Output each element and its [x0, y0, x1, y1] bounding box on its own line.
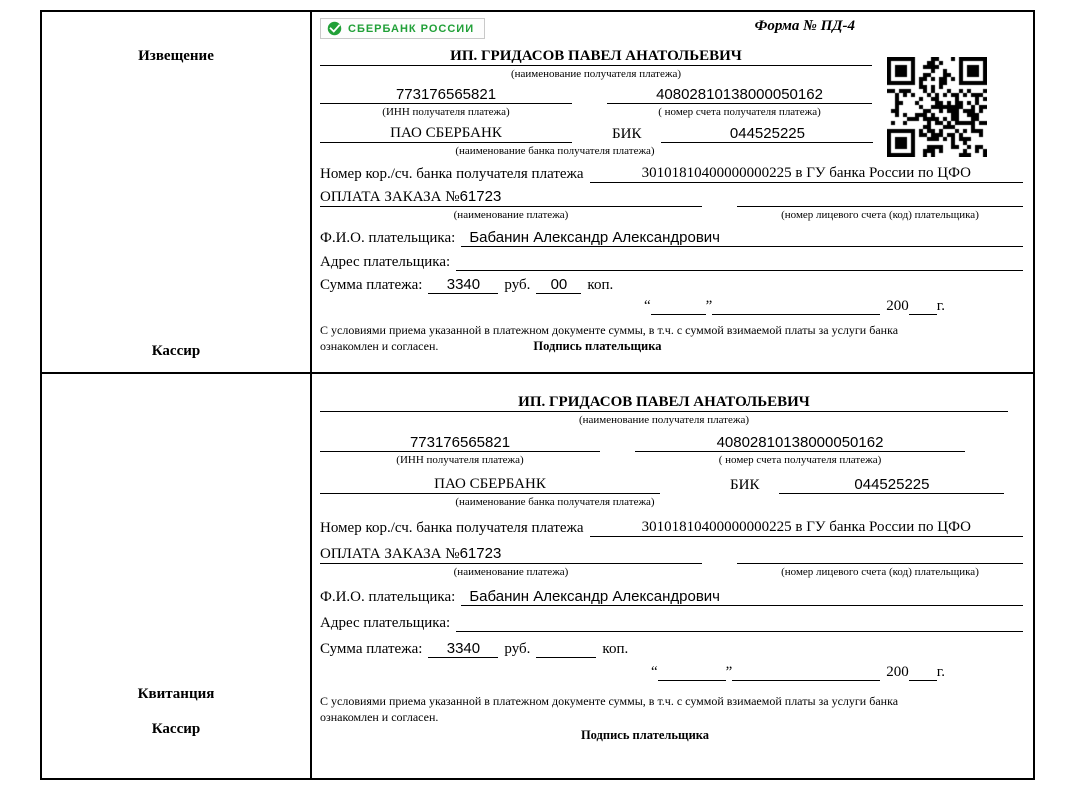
bik-value: 044525225 [779, 476, 1004, 494]
payment-label: ОПЛАТА ЗАКАЗА № [320, 546, 460, 562]
inn-account-row [320, 434, 1023, 452]
month-blank [732, 680, 880, 681]
bank-caption: (наименование банка получателя платежа) [455, 145, 655, 157]
payer-value: Бабанин Александр Александрович [461, 229, 1023, 247]
order-number: 61723 [459, 545, 502, 562]
quote-open: “ [643, 298, 651, 314]
sum-label: Сумма платежа: [320, 277, 423, 293]
corr-label: Номер кор./сч. банка получателя платежа [320, 520, 584, 536]
payment-name-line [320, 545, 702, 564]
payer-label: Ф.И.О. плательщика: [320, 589, 456, 605]
inn-caption: (ИНН получателя платежа) [396, 454, 524, 466]
agreement-line1: С условиями приема указанной в платежном документе суммы, в т.ч. с суммой взимаемой платы за услуги банка [320, 323, 899, 337]
year-blank [909, 680, 937, 681]
sberbank-logo-text: СБЕРБАНК РОССИИ [348, 22, 475, 35]
quote-close: ” [725, 664, 733, 680]
year-label: 200 [886, 298, 909, 314]
agreement-line2: ознакомлен и согласен. [320, 710, 439, 724]
receipt-body [312, 374, 1033, 778]
signature-label: Подпись плательщика [580, 728, 710, 742]
address-value [456, 631, 1023, 632]
bank-name: ПАО СБЕРБАНК [320, 476, 660, 494]
order-number: 61723 [459, 188, 502, 205]
account-caption: ( номер счета получателя платежа) [658, 106, 821, 118]
payment-caption: (наименование платежа) [453, 566, 569, 578]
inn-account-captions [320, 453, 1023, 467]
personal-account-caption: (номер лицевого счета (код) плательщика) [781, 209, 979, 221]
receipt-section-label: Квитанция [137, 686, 215, 702]
account-value: 40802810138000050162 [607, 86, 872, 104]
date-row [320, 298, 1023, 315]
payment-captions [320, 565, 1023, 579]
notice-cashier-label: Кассир [151, 343, 201, 359]
agreement-line2-row [320, 338, 970, 354]
sum-row [320, 276, 1023, 294]
bik-label: БИК [612, 126, 642, 142]
date-blank [651, 314, 706, 315]
payment-label: ОПЛАТА ЗАКАЗА № [320, 189, 460, 205]
notice-body [312, 12, 1033, 372]
address-label: Адрес плательщика: [320, 615, 451, 631]
receipt-section [42, 374, 1033, 778]
payment-name-row [320, 188, 1023, 207]
inn-value: 773176565821 [320, 434, 600, 452]
payment-name-line [320, 188, 702, 207]
corr-value: 30101810400000000225 в ГУ банка России по ЦФО [590, 165, 1023, 183]
notice-section [42, 12, 1033, 374]
notice-header [320, 18, 1023, 46]
corr-value: 30101810400000000225 в ГУ банка России по ЦФО [590, 519, 1023, 537]
signature-label: Подпись плательщика [533, 339, 662, 353]
address-row [320, 254, 1023, 271]
sum-rub-value: 3340 [428, 276, 498, 294]
payment-name-row [320, 545, 1023, 564]
receipt-cashier-label: Кассир [151, 721, 201, 737]
payment-caption: (наименование платежа) [453, 209, 569, 221]
kop-label: коп. [587, 277, 614, 293]
sum-kop-value [536, 657, 596, 658]
kop-label: коп. [602, 641, 629, 657]
bank-caption: (наименование банка получателя платежа) [455, 496, 655, 508]
account-caption: ( номер счета получателя платежа) [718, 454, 882, 466]
recipient-caption: (наименование получателя платежа) [510, 68, 682, 80]
year-blank [909, 314, 937, 315]
sum-row [320, 640, 1023, 658]
bank-name: ПАО СБЕРБАНК [320, 125, 572, 143]
payer-value: Бабанин Александр Александрович [461, 588, 1023, 606]
recipient-caption: (наименование получателя платежа) [578, 414, 750, 426]
recipient-name: ИП. ГРИДАСОВ ПАВЕЛ АНАТОЛЬЕВИЧ [450, 48, 742, 64]
personal-account-caption: (номер лицевого счета (код) плательщика) [781, 566, 979, 578]
year-suffix: г. [936, 664, 945, 680]
rub-label: руб. [504, 641, 531, 657]
recipient-name-line [320, 48, 872, 66]
agreement-text [320, 693, 970, 725]
payer-row [320, 588, 1023, 606]
address-row [320, 615, 1023, 632]
payment-captions [320, 208, 1023, 222]
agreement-line2: ознакомлен и согласен. [320, 339, 439, 353]
sum-kop-value: 00 [536, 276, 581, 294]
payer-row [320, 229, 1023, 247]
notice-section-label: Извещение [138, 48, 214, 64]
inn-value: 773176565821 [320, 86, 572, 104]
year-suffix: г. [936, 298, 945, 314]
bik-label: БИК [730, 477, 760, 493]
inn-caption: (ИНН получателя платежа) [382, 106, 510, 118]
recipient-name-line [320, 394, 1008, 412]
personal-account-blank [737, 206, 1023, 207]
quote-open: “ [650, 664, 658, 680]
receipt-stub [42, 374, 312, 778]
sum-rub-value: 3340 [428, 640, 498, 658]
rub-label: руб. [504, 277, 531, 293]
form-number: Форма № ПД-4 [754, 18, 855, 34]
sberbank-logo-icon [327, 21, 342, 36]
sberbank-logo [320, 18, 485, 39]
agreement-text [320, 322, 970, 354]
date-row [320, 664, 1023, 681]
qr-code [887, 57, 987, 157]
notice-stub [42, 12, 312, 372]
account-value: 40802810138000050162 [635, 434, 965, 452]
form-outer-border [40, 10, 1035, 780]
date-blank [658, 680, 726, 681]
year-label: 200 [886, 664, 909, 680]
payer-label: Ф.И.О. плательщика: [320, 230, 456, 246]
address-value [456, 270, 1023, 271]
personal-account-blank [737, 563, 1023, 564]
bik-value: 044525225 [661, 125, 873, 143]
recipient-name: ИП. ГРИДАСОВ ПАВЕЛ АНАТОЛЬЕВИЧ [518, 394, 810, 410]
month-blank [712, 314, 880, 315]
corr-label: Номер кор./сч. банка получателя платежа [320, 166, 584, 182]
corr-account-row [320, 165, 1023, 183]
corr-account-row [320, 519, 1023, 537]
address-label: Адрес плательщика: [320, 254, 451, 270]
sum-label: Сумма платежа: [320, 641, 423, 657]
quote-close: ” [705, 298, 713, 314]
bank-bik-row [320, 476, 1023, 494]
agreement-line1: С условиями приема указанной в платежном документе суммы, в т.ч. с суммой взимаемой платы за услуги банка [320, 694, 899, 708]
